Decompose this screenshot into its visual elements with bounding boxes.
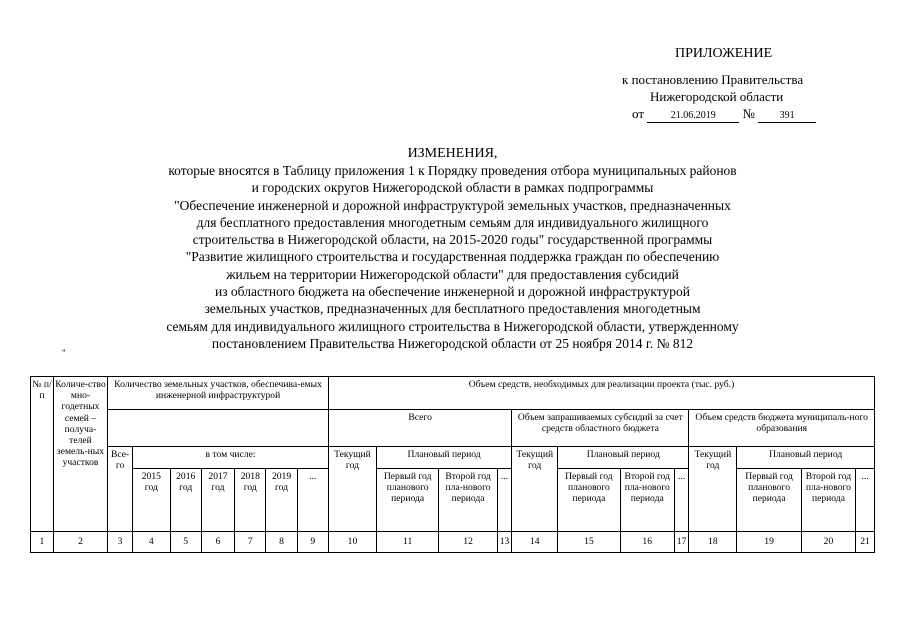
- header-year: 2017 год: [201, 469, 234, 532]
- body-line: земельных участков, предназначенных для бесплатного предоставления многодетным: [204, 301, 701, 317]
- column-number: 21: [856, 532, 875, 553]
- header-plots: Количество земельных участков, обеспечива-емых инженерной инфраструктурой: [108, 377, 329, 410]
- header-first-year: Первый год планового периода: [558, 469, 621, 532]
- document-heading: ИЗМЕНЕНИЯ,: [407, 146, 498, 161]
- column-number: 1: [31, 532, 54, 553]
- column-number: 7: [235, 532, 266, 553]
- body-line: для бесплатного предоставления многодетным семьям для индивидуального жилищного: [196, 214, 709, 230]
- appendix-line-2: Нижегородской области: [650, 89, 784, 104]
- body-line: "Обеспечение инженерной и дорожной инфраструктурой земельных участков, предназначенных: [174, 197, 731, 213]
- header-year: 2018 год: [235, 469, 266, 532]
- document-body: [110, 162, 795, 352]
- header-ellipsis: ...: [856, 469, 875, 532]
- body-line: постановлением Правительства Нижегородской области от 25 ноября 2014 г. № 812: [211, 335, 694, 351]
- body-line: семьям для индивидуального жилищного строительства в Нижегородской области, утвержденному: [166, 318, 739, 334]
- header-total-funds: Всего: [329, 410, 512, 447]
- column-number: 4: [133, 532, 171, 553]
- header-plots-blank: [108, 410, 329, 447]
- column-number: 18: [689, 532, 737, 553]
- header-second-year: Второй год пла-нового периода: [801, 469, 855, 532]
- appendix-title: ПРИЛОЖЕНИЕ: [675, 46, 773, 61]
- column-number: 10: [329, 532, 377, 553]
- header-including: в том числе:: [133, 447, 329, 469]
- appendix-date-line: [632, 106, 816, 123]
- header-planning-period: Плановый период: [737, 447, 875, 469]
- column-number: 12: [439, 532, 497, 553]
- header-year: 2019 год: [266, 469, 297, 532]
- header-total-plots: Все-го: [108, 447, 133, 532]
- column-number: 5: [170, 532, 201, 553]
- appendix-line-1: к постановлению Правительства: [622, 72, 804, 87]
- column-number: 3: [108, 532, 133, 553]
- header-planning-period: Плановый период: [558, 447, 689, 469]
- column-number: 9: [297, 532, 328, 553]
- header-families: Количе-ство мно-годетных семей – получа-телей земель-ных участков: [53, 377, 107, 532]
- column-number: 20: [801, 532, 855, 553]
- decree-number: 391: [758, 110, 816, 123]
- header-first-year: Первый год планового периода: [376, 469, 439, 532]
- header-first-year: Первый год планового периода: [737, 469, 802, 532]
- column-number: 13: [497, 532, 512, 553]
- header-funds: Объем средств, необходимых для реализации проекта (тыс. руб.): [329, 377, 875, 410]
- header-current-year: Текущий год: [689, 447, 737, 532]
- column-number: 19: [737, 532, 802, 553]
- header-year: 2016 год: [170, 469, 201, 532]
- decree-date: 21.06.2019: [647, 110, 739, 123]
- column-number: 2: [53, 532, 107, 553]
- opening-quote-mark: ": [62, 348, 66, 358]
- header-year: ...: [297, 469, 328, 532]
- body-line: строительства в Нижегородской области, на 2015-2020 годы" государственной программы: [192, 232, 713, 248]
- column-number: 14: [512, 532, 558, 553]
- column-number: 15: [558, 532, 621, 553]
- column-number: 16: [620, 532, 674, 553]
- header-municipal: Объем средств бюджета муниципаль-ного образования: [689, 410, 875, 447]
- header-ellipsis: ...: [497, 469, 512, 532]
- header-planning-period: Плановый период: [376, 447, 511, 469]
- number-label: №: [742, 106, 755, 121]
- body-line: из областного бюджета на обеспечение инженерной и дорожной инфраструктурой: [215, 284, 690, 300]
- projects-table: [30, 376, 875, 553]
- header-ellipsis: ...: [674, 469, 689, 532]
- header-year: 2015 год: [133, 469, 171, 532]
- header-current-year: Текущий год: [512, 447, 558, 532]
- header-number: № п/п: [31, 377, 54, 532]
- header-second-year: Второй год пла-нового периода: [439, 469, 497, 532]
- header-current-year: Текущий год: [329, 447, 377, 532]
- column-number: 6: [201, 532, 234, 553]
- header-second-year: Второй год пла-нового периода: [620, 469, 674, 532]
- body-line: и городских округов Нижегородской области в рамках подпрограммы: [251, 180, 654, 196]
- header-subsidy: Объем запрашиваемых субсидий за счет средств областного бюджета: [512, 410, 689, 447]
- column-number: 11: [376, 532, 439, 553]
- from-label: от: [632, 106, 645, 121]
- body-line: жильем на территории Нижегородской области" для предоставления субсидий: [226, 266, 679, 282]
- column-number: 8: [266, 532, 297, 553]
- column-number: 17: [674, 532, 689, 553]
- body-line: "Развитие жилищного строительства и государственная поддержка граждан по обеспечению: [185, 249, 720, 265]
- body-line: которые вносятся в Таблицу приложения 1 к Порядку проведения отбора муниципальных районов: [168, 163, 737, 178]
